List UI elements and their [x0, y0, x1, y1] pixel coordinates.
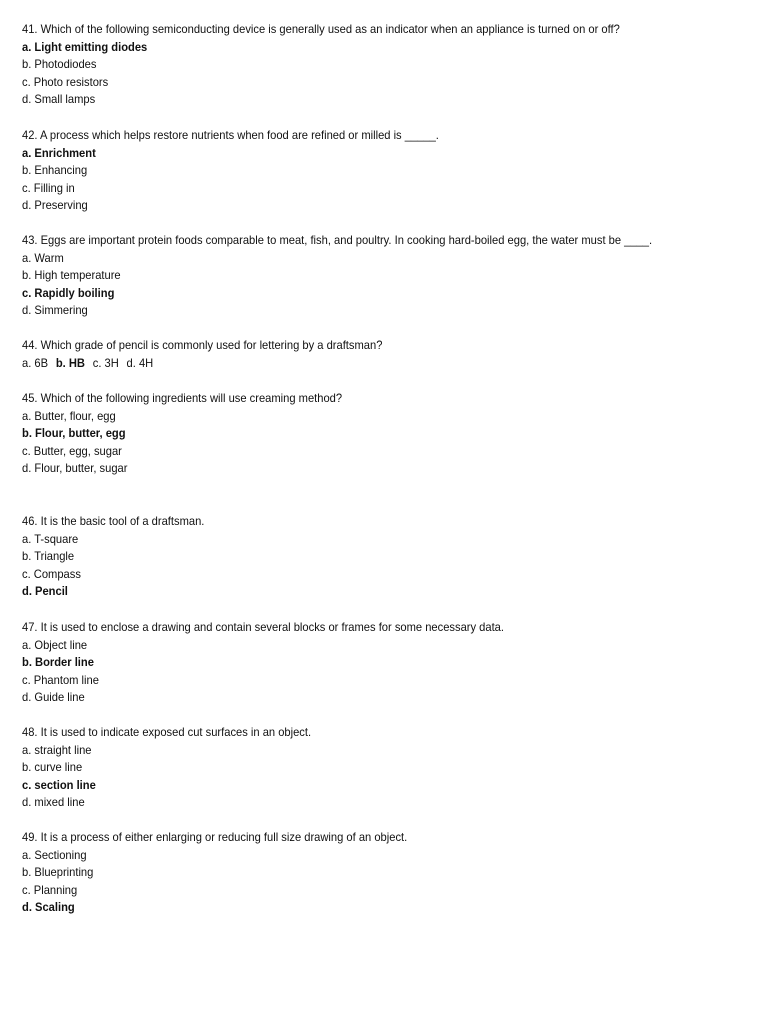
question-44 [22, 337, 758, 372]
option-b: b. Triangle [22, 549, 75, 563]
option-c: c. Planning [22, 882, 78, 897]
option-c: c. Compass [22, 566, 81, 581]
option-a-answer: a. Light emitting diodes [22, 39, 148, 54]
option-d: d. Flour, butter, sugar [22, 461, 128, 475]
option-c: c. 3H [92, 355, 119, 370]
question-text: 45. Which of the following ingredients will use creaming method? [22, 391, 343, 405]
option-c: c. Photo resistors [22, 74, 109, 89]
question-43 [22, 232, 758, 320]
option-a: a. Sectioning [22, 847, 87, 862]
option-a: a. Warm [22, 250, 64, 265]
option-c: c. Butter, egg, sugar [22, 443, 122, 458]
option-a: a. Butter, flour, egg [22, 408, 116, 423]
option-d: d. Small lamps [22, 92, 96, 106]
question-text: 44. Which grade of pencil is commonly used for lettering by a draftsman? [22, 338, 383, 352]
question-45 [22, 390, 758, 478]
option-c: c. Filling in [22, 180, 75, 195]
question-41 [22, 21, 758, 109]
option-b: b. curve line [22, 760, 83, 774]
option-a: a. straight line [22, 742, 92, 757]
option-a: a. 6B [22, 355, 49, 370]
option-b: b. High temperature [22, 268, 121, 282]
option-c-answer: c. section line [22, 777, 96, 792]
option-b-answer: b. HB [55, 355, 85, 370]
question-text: 46. It is the basic tool of a draftsman. [22, 514, 205, 528]
question-48 [22, 724, 758, 812]
question-text: 49. It is a process of either enlarging or reducing full size drawing of an object. [22, 830, 408, 844]
option-d: d. Simmering [22, 303, 88, 317]
question-46 [22, 513, 758, 601]
option-a: a. T-square [22, 531, 79, 546]
question-49 [22, 829, 758, 917]
option-b-answer: b. Border line [22, 655, 94, 669]
question-47 [22, 619, 758, 707]
option-d: d. Preserving [22, 198, 88, 212]
option-a: a. Object line [22, 637, 88, 652]
option-d: d. 4H [126, 355, 154, 370]
inline-options [22, 355, 706, 373]
option-d: d. Guide line [22, 690, 85, 704]
option-b: b. Blueprinting [22, 865, 94, 879]
question-text: 41. Which of the following semiconducting device is generally used as an indicator when an appliance is turned on or off? [22, 22, 620, 36]
option-a-answer: a. Enrichment [22, 145, 96, 160]
option-d-answer: d. Pencil [22, 584, 68, 598]
option-b-answer: b. Flour, butter, egg [22, 426, 126, 440]
option-d: d. mixed line [22, 795, 85, 809]
option-c-answer: c. Rapidly boiling [22, 285, 115, 300]
question-42 [22, 127, 758, 215]
option-b: b. Photodiodes [22, 57, 97, 71]
option-b: b. Enhancing [22, 163, 88, 177]
question-text: 48. It is used to indicate exposed cut surfaces in an object. [22, 725, 312, 739]
question-text: 42. A process which helps restore nutrients when food are refined or milled is _____. [22, 128, 439, 142]
option-c: c. Phantom line [22, 672, 99, 687]
question-text: 43. Eggs are important protein foods comparable to meat, fish, and poultry. In cooking hard-boiled egg, the water must be ____. [22, 233, 653, 247]
option-d-answer: d. Scaling [22, 900, 75, 914]
question-text: 47. It is used to enclose a drawing and contain several blocks or frames for some necessary data. [22, 620, 505, 634]
